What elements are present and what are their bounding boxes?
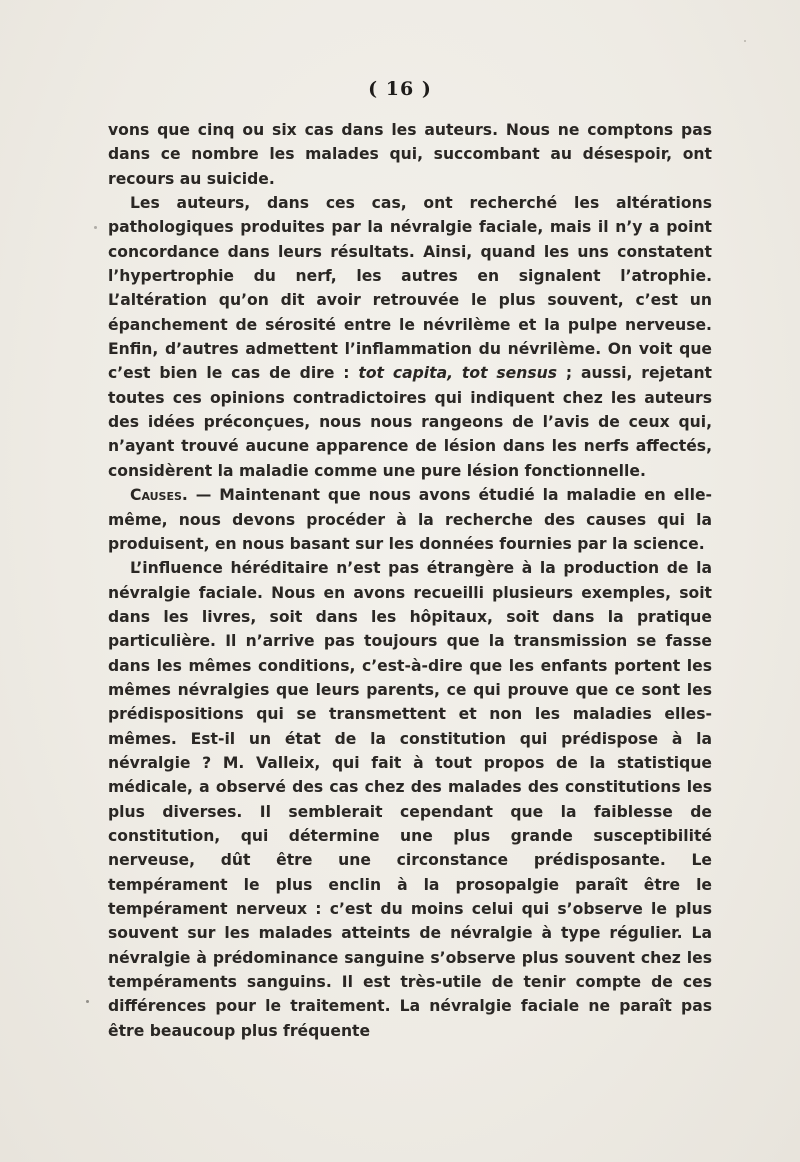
text-run: vons que cinq ou six cas dans les auteurs. Nous ne comptons pas dans ce nombre les malades qui, succombant au désespoir, ont recours au suicide. xyxy=(108,121,712,188)
paragraph-continuation xyxy=(108,118,712,191)
page-text xyxy=(108,118,712,1043)
text-run: Les auteurs, dans ces cas, ont recherché les altérations pathologiques produites par la névralgie faciale, mais il n’y a point concordance dans leurs résultats. Ainsi, quand les uns constatent l’hypertrophie du nerf, les autres en signalent l’atrophie. L’altération qu’on dit avoir retrouvée le plus souvent, c’est un épanchement de sérosité entre le névrilème et la pulpe nerveuse. Enfin, d’autres admettent l’inflammation du névrilème. On voit que c’est bien le cas de dire : xyxy=(108,194,712,383)
print-speck xyxy=(94,226,97,229)
text-run: — Maintenant que nous avons étudié la maladie en elle-même, nous devons procéder à la recherche des causes qui la produisent, en nous basant sur les données fournies par la science. xyxy=(108,486,712,553)
print-speck xyxy=(744,40,746,42)
text-run: ; aussi, rejetant toutes ces opinions contradictoires qui indiquent chez les auteurs des idées préconçues, nous nous rangeons de l’avis de ceux qui, n’ayant trouvé aucune apparence de lésion dans les nerfs affectés, considèrent la maladie comme une pure lésion fonctionnelle. xyxy=(108,364,713,480)
paragraph-heredity xyxy=(108,556,712,1043)
latin-quote: tot capita, tot sensus xyxy=(358,364,558,383)
section-heading-causes: Causes. xyxy=(130,486,188,505)
text-run: L’influence héréditaire n’est pas étrangère à la production de la névralgie faciale. Nous en avons recueilli plusieurs exemples, soit dans les livres, soit dans les hôpitaux, soit dans la pratique particulière. Il n’arrive pas toujours que la transmission se fasse dans les mêmes conditions, c’est-à-dire que les enfants portent les mêmes névralgies que leurs parents, ce qui prouve que ce sont les prédispositions qui se transmettent et non les maladies elles-mêmes. Est-il un état de la constitution qui prédispose à la névralgie ? M. Valleix, qui fait à tout propos de la statistique médicale, a observé des cas chez des malades des constitutions les plus diverses. Il semblerait cependant que la faiblesse de constitution, qui détermine une plus grande susceptibilité nerveuse, dût être une circonstance prédisposante. Le tempérament le plus enclin à la prosopalgie paraît être le tempérament nerveux : c’est du moins celui qui s’observe le plus souvent sur les malades atteints de névralgie à type régulier. La névralgie à prédominance sanguine s’observe plus souvent chez les tempéraments sanguins. Il est très-utile de tenir compte de ces différences pour le traitement. La névralgie faciale ne paraît pas être beaucoup plus fréquente xyxy=(108,559,712,1040)
paragraph-causes xyxy=(108,483,712,556)
page-number: ( 16 ) xyxy=(368,78,432,100)
print-speck xyxy=(86,1000,89,1003)
paragraph-pathology xyxy=(108,191,712,483)
